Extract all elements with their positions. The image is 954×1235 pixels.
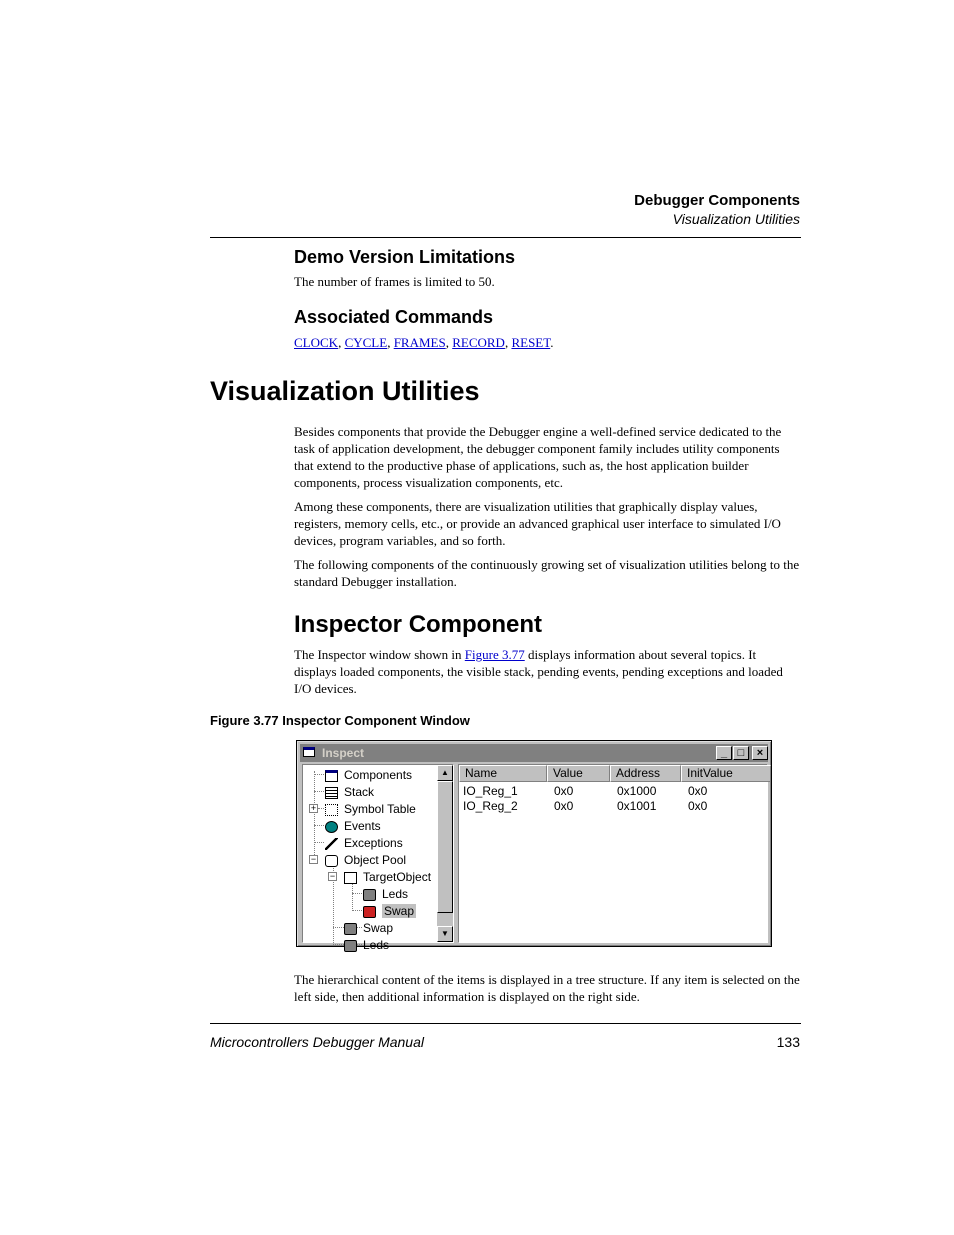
tree-item-target-object[interactable]: TargetObject [344, 869, 431, 885]
expand-toggle[interactable]: + [310, 803, 317, 813]
subsection-title: Inspector Component [294, 611, 543, 638]
maximize-button[interactable]: □ [733, 746, 749, 760]
detail-pane[interactable] [458, 764, 768, 943]
table-cell: 0x0 [688, 784, 708, 798]
component-icon [344, 923, 357, 935]
running-header-section: Visualization Utilities [672, 211, 800, 227]
clock-icon [325, 821, 338, 833]
link-reset[interactable]: RESET [511, 335, 551, 350]
collapse-toggle[interactable]: − [310, 854, 317, 864]
object-pool-icon [325, 855, 338, 867]
collapse-toggle[interactable]: − [329, 871, 336, 881]
window-titlebar[interactable] [300, 744, 768, 762]
tree-pane[interactable] [302, 764, 454, 952]
window-icon [303, 747, 315, 757]
minimize-button[interactable]: _ [716, 746, 732, 760]
tree-line [352, 893, 362, 895]
viz-paragraph-1: Besides components that provide the Debugger engine a well-defined service dedicated to the task of application development, the debugger component family includes utility components that extend to the productive phase of applications, such as, the host application builder components, process visualization components, etc. [294, 424, 782, 490]
tree-item-leds[interactable]: Leds [363, 886, 408, 902]
link-record[interactable]: RECORD [452, 335, 505, 350]
viz-paragraph-2: Among these components, there are visualization utilities that graphically display values, registers, memory cells, etc., or provide an advanced graphical user interface to simulated I/O devices, program variables, and so forth. [294, 499, 781, 548]
tree-item-exceptions[interactable]: Exceptions [325, 835, 403, 851]
tree-scrollbar[interactable] [437, 765, 453, 942]
table-cell: 0x1000 [617, 784, 657, 798]
link-cycle[interactable]: CYCLE [344, 335, 388, 350]
header-rule [210, 237, 801, 238]
table-cell: 0x0 [688, 799, 708, 813]
tree-item-leds-2[interactable]: Leds [344, 937, 389, 953]
link-clock[interactable]: CLOCK [294, 335, 339, 350]
symbol-table-icon [325, 804, 338, 816]
tree-line [314, 825, 324, 827]
after-figure-paragraph: The hierarchical content of the items is displayed in a tree structure. If any item is selected on the left side, then additional information is displayed on the right side. [294, 972, 800, 1004]
scroll-down-button[interactable]: ▼ [437, 926, 453, 942]
page-number: 133 [776, 1034, 800, 1050]
link-frames[interactable]: FRAMES [393, 335, 446, 350]
scroll-up-button[interactable]: ▲ [437, 765, 453, 781]
tree-item-swap-selected[interactable]: Swap [363, 903, 416, 919]
table-cell: 0x1001 [617, 799, 657, 813]
footer-rule [210, 1023, 801, 1024]
figure-caption: Figure 3.77 Inspector Component Window [210, 713, 470, 728]
table-cell: IO_Reg_2 [463, 799, 518, 813]
tree-line [314, 771, 316, 859]
assoc-links: CLOCK, CYCLE, FRAMES, RECORD, RESET. [294, 335, 554, 350]
column-header-value[interactable]: Value [547, 765, 610, 782]
stack-icon [325, 787, 338, 799]
demo-heading: Demo Version Limitations [294, 247, 516, 267]
assoc-heading: Associated Commands [294, 307, 494, 327]
inspect-window [296, 740, 772, 952]
figure-link[interactable]: Figure 3.77 [464, 647, 525, 662]
tree-line [314, 791, 324, 793]
component-icon [344, 940, 357, 952]
viz-paragraph-3: The following components of the continuously growing set of visualization utilities belong to the standard Debugger installation. [294, 557, 800, 589]
running-header-chapter: Debugger Components [634, 192, 800, 209]
section-title: Visualization Utilities [210, 376, 480, 406]
inspector-paragraph: The Inspector window shown in Figure 3.77 displays information about several topics. It displays loaded components, the visible stack, pending events, pending exceptions and loaded I/O devices. [294, 647, 783, 696]
tree-item-components[interactable]: Components [325, 767, 412, 783]
window-title: Inspect [322, 746, 365, 760]
tree-item-symbol-table[interactable]: Symbol Table [325, 801, 416, 817]
column-header-address[interactable]: Address [610, 765, 681, 782]
tree-item-events[interactable]: Events [325, 818, 381, 834]
demo-text: The number of frames is limited to 50. [294, 274, 495, 289]
table-cell: 0x0 [554, 784, 574, 798]
component-icon [363, 889, 376, 901]
tree-line [318, 808, 324, 810]
component-red-icon [363, 906, 376, 918]
lightning-icon [325, 838, 338, 850]
tree-item-swap[interactable]: Swap [344, 920, 393, 936]
footer-manual-title: Microcontrollers Debugger Manual [210, 1034, 424, 1050]
window-icon [325, 770, 338, 782]
column-header-name[interactable]: Name [459, 765, 547, 782]
scroll-thumb[interactable] [437, 781, 453, 913]
tree-line [314, 842, 324, 844]
tree-line [352, 910, 362, 912]
table-cell: 0x0 [554, 799, 574, 813]
column-header-initvalue[interactable]: InitValue [681, 765, 771, 782]
target-object-icon [344, 872, 357, 884]
tree-line [314, 774, 324, 776]
close-button[interactable]: × [752, 746, 768, 760]
table-cell: IO_Reg_1 [463, 784, 518, 798]
tree-item-object-pool[interactable]: Object Pool [325, 852, 406, 868]
tree-item-stack[interactable]: Stack [325, 784, 374, 800]
